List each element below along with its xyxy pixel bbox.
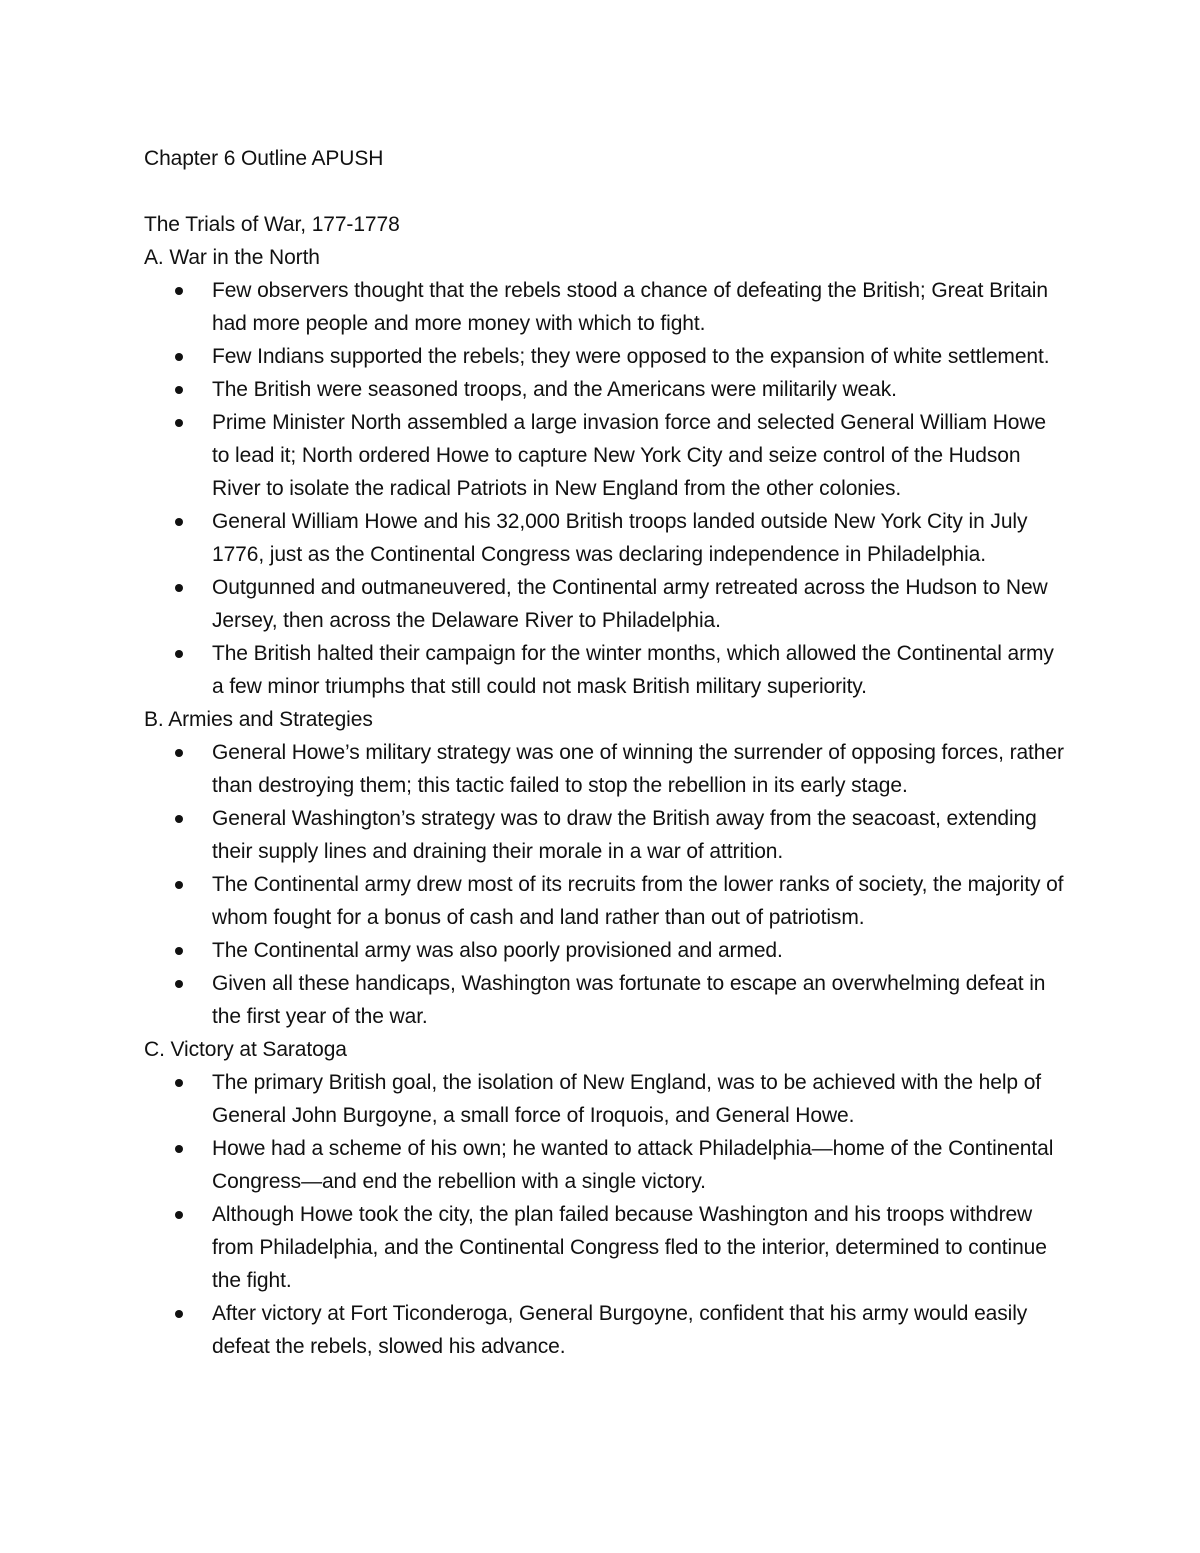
- list-item: [144, 802, 1064, 868]
- bullet-icon: [175, 353, 183, 361]
- list-item-text: The primary British goal, the isolation of New England, was to be achieved with the help of General John Burgoyne, a small force of Iroquois, and General Howe.: [212, 1071, 1042, 1127]
- bullet-icon: [175, 1211, 183, 1219]
- list-item-text: Given all these handicaps, Washington was fortunate to escape an overwhelming defeat in the first year of the war.: [212, 972, 1046, 1028]
- list-item: [144, 736, 1064, 802]
- bullet-icon: [175, 584, 183, 592]
- bullet-icon: [175, 947, 183, 955]
- list-item: [144, 967, 1064, 1033]
- list-item: [144, 505, 1064, 571]
- list-item: [144, 340, 1064, 373]
- list-item-text: Few observers thought that the rebels stood a chance of defeating the British; Great Britain had more people and more money with which to fight.: [212, 279, 1048, 335]
- list-item-text: General Howe’s military strategy was one of winning the surrender of opposing forces, rather than destroying them; this tactic failed to stop the rebellion in its early stage.: [212, 741, 1064, 797]
- document-title: Chapter 6 Outline APUSH: [144, 147, 384, 170]
- list-item-text: The British were seasoned troops, and the Americans were militarily weak.: [212, 378, 897, 401]
- subsection-heading-b: B. Armies and Strategies: [144, 708, 373, 731]
- list-item: [144, 934, 1064, 967]
- list-item-text: Outgunned and outmaneuvered, the Continental army retreated across the Hudson to New Jersey, then across the Delaware River to Philadelphia.: [212, 576, 1048, 632]
- bullet-icon: [175, 881, 183, 889]
- bullet-icon: [175, 287, 183, 295]
- list-item: [144, 274, 1064, 340]
- bullet-list-b: [144, 736, 1064, 1033]
- document-body: [144, 142, 1064, 1363]
- bullet-icon: [175, 419, 183, 427]
- bullet-icon: [175, 1079, 183, 1087]
- list-item: [144, 571, 1064, 637]
- list-item-text: The Continental army was also poorly provisioned and armed.: [212, 939, 783, 962]
- list-item: [144, 1066, 1064, 1132]
- list-item-text: Prime Minister North assembled a large invasion force and selected General William Howe to lead it; North ordered Howe to capture New York City and seize control of the Hudson River to isolate the radical Patriots in New England from the other colonies.: [212, 411, 1046, 500]
- list-item-text: Although Howe took the city, the plan failed because Washington and his troops withdrew from Philadelphia, and the Continental Congress fled to the interior, determined to continue the fight.: [212, 1203, 1047, 1292]
- bullet-list-a: [144, 274, 1064, 703]
- bullet-list-c: [144, 1066, 1064, 1363]
- bullet-icon: [175, 518, 183, 526]
- list-item-text: General William Howe and his 32,000 British troops landed outside New York City in July 1776, just as the Continental Congress was declaring independence in Philadelphia.: [212, 510, 1028, 566]
- list-item-text: The British halted their campaign for the winter months, which allowed the Continental army a few minor triumphs that still could not mask British military superiority.: [212, 642, 1054, 698]
- bullet-icon: [175, 386, 183, 394]
- section-title: The Trials of War, 177-1778: [144, 213, 400, 236]
- list-item-text: The Continental army drew most of its recruits from the lower ranks of society, the majority of whom fought for a bonus of cash and land rather than out of patriotism.: [212, 873, 1064, 929]
- list-item: [144, 637, 1064, 703]
- list-item: [144, 1198, 1064, 1297]
- subsection-heading-a: A. War in the North: [144, 246, 320, 269]
- list-item-text: After victory at Fort Ticonderoga, General Burgoyne, confident that his army would easily defeat the rebels, slowed his advance.: [212, 1302, 1028, 1358]
- bullet-icon: [175, 650, 183, 658]
- list-item: [144, 406, 1064, 505]
- bullet-icon: [175, 815, 183, 823]
- list-item: [144, 1297, 1064, 1363]
- bullet-icon: [175, 1145, 183, 1153]
- list-item: [144, 868, 1064, 934]
- list-item: [144, 1132, 1064, 1198]
- list-item-text: General Washington’s strategy was to draw the British away from the seacoast, extending their supply lines and draining their morale in a war of attrition.: [212, 807, 1037, 863]
- bullet-icon: [175, 749, 183, 757]
- list-item: [144, 373, 1064, 406]
- subsection-heading-c: C. Victory at Saratoga: [144, 1038, 347, 1061]
- bullet-icon: [175, 980, 183, 988]
- list-item-text: Few Indians supported the rebels; they were opposed to the expansion of white settlement.: [212, 345, 1050, 368]
- bullet-icon: [175, 1310, 183, 1318]
- list-item-text: Howe had a scheme of his own; he wanted to attack Philadelphia—home of the Continental Congress—and end the rebellion with a single victory.: [212, 1137, 1054, 1193]
